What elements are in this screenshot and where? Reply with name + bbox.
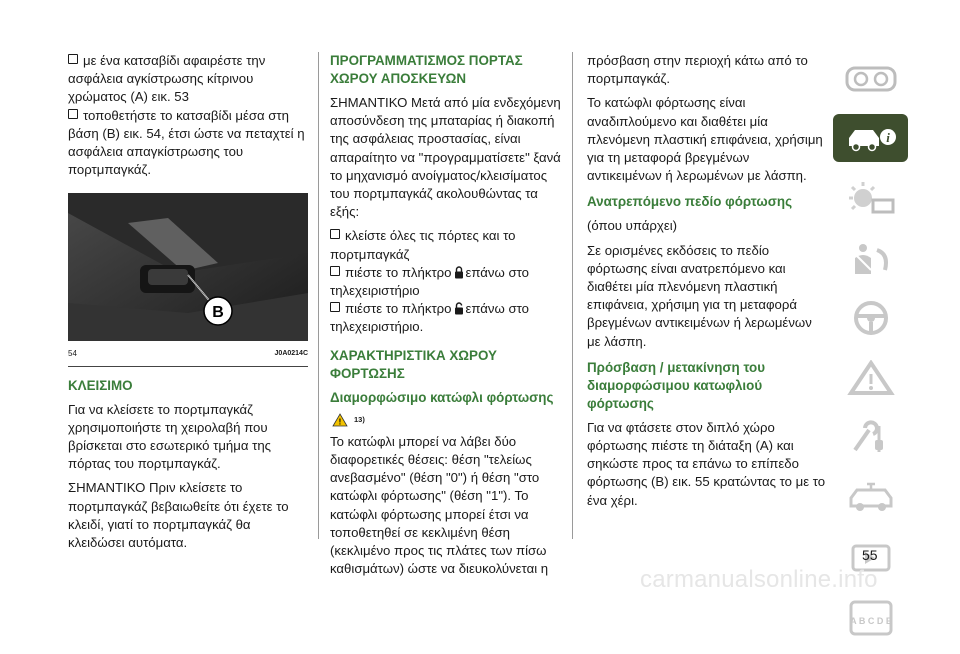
checkbox-bullet-icon — [68, 109, 78, 119]
watermark: carmanualsonline.info — [640, 566, 878, 593]
warning-triangle-icon — [332, 413, 348, 427]
paragraph: πρόσβαση στην περιοχή κάτω από το πορτμπαγκάζ. — [587, 53, 808, 87]
alphabetical-index-icon — [845, 598, 897, 638]
tab-steering[interactable] — [833, 294, 908, 342]
paragraph: ΣΗΜΑΝΤΙΚΟ Μετά από μία ενδεχόμενη αποσύνδεση της μπαταρίας ή διακοπή της ασφάλειας προστασίας, είναι απαραίτητο να "προγραμματίσετε" ξανά το μηχανισμό ανοίγματος/κλεισίματος του πορτμπαγκάζ ακολουθώντας τα εξής: — [330, 95, 561, 220]
paragraph: Για να κλείσετε το πορτμπαγκάζ χρησιμοποιήστε τη χειρολαβή που βρίσκεται στο εσωτερικό τμήμα της πόρτας του πορτμπαγκάζ. — [68, 401, 272, 472]
figure-code: J0A0214C — [274, 350, 308, 358]
checkbox-bullet-icon — [330, 302, 340, 312]
figure-label: B — [212, 304, 224, 322]
subsection-heading: Διαμορφώσιμο κατώφλι φόρτωσης — [330, 389, 554, 405]
section-heading: ΧΑΡΑΚΤΗΡΙΣΤΙΚΑ ΧΩΡΟΥ ΦΟΡΤΩΣΗΣ — [330, 347, 497, 381]
lock-icon — [454, 266, 464, 279]
figure-54-photo — [68, 193, 308, 341]
tab-specs[interactable] — [833, 474, 908, 522]
column-middle — [330, 52, 562, 584]
steering-wheel-icon — [845, 300, 897, 336]
page-number: 55 — [862, 547, 878, 563]
warning-reference: ! 13) — [332, 411, 562, 429]
paragraph: Το κατώφλι μπορεί να λάβει δύο διαφορετικές θέσεις: θέση "τελείως ανεβασμένο" (θέση "0") ή θέση "στο κατώφλι φόρτωσης" (θέση "1"). Το κατώφλι φόρτωσης μπορεί έτσι να τοποθετηθεί σε κεκλιμένη θέση (κεκλιμένο προς τις πλάτες των πίσω καθισμάτων) ώστε να διευκολύνεται η — [330, 433, 549, 577]
paragraph: (όπου υπάρχει) — [587, 218, 678, 234]
list-item: πιέστε το πλήκτρο επάνω στο τηλεχειριστήριο. — [330, 301, 529, 335]
section-heading: Πρόσβαση / μετακίνηση του διαμορφώσιμου κατωφλιού φόρτωσης — [587, 359, 766, 411]
tab-seatbelt-airbag[interactable] — [833, 234, 908, 282]
tab-car-info[interactable] — [833, 114, 908, 162]
list-item: πιέστε το πλήκτρο επάνω στο τηλεχειριστήριο — [330, 264, 529, 299]
tab-warning[interactable] — [833, 354, 908, 402]
service-tools-icon — [845, 420, 897, 456]
column-divider — [318, 52, 319, 539]
list-item: κλείστε όλες τις πόρτες και το πορτμπαγκάζ — [330, 228, 516, 262]
chapter-tabs — [833, 54, 908, 654]
svg-text:A B C D E: A B C D E — [849, 616, 892, 626]
paragraph: ΣΗΜΑΝΤΙΚΟ Πριν κλείσετε το πορτμπαγκάζ βεβαιωθείτε ότι έχετε το κλειδί, γιατί το πορτμπαγκάζ θα κλειδώσει αυτόματα. — [68, 480, 289, 551]
checkbox-bullet-icon — [330, 266, 340, 276]
tab-lights[interactable] — [833, 174, 908, 222]
tab-index[interactable] — [833, 594, 908, 642]
warning-triangle-icon — [845, 360, 897, 396]
figure-number: 54 — [68, 349, 77, 359]
column-divider — [572, 52, 573, 539]
section-heading: ΠΡΟΓΡΑΜΜΑΤΙΣΜΟΣ ΠΟΡΤΑΣ ΧΩΡΟΥ ΑΠΟΣΚΕΥΩΝ — [330, 53, 523, 86]
svg-text:!: ! — [338, 417, 342, 427]
unlock-icon — [454, 302, 464, 315]
svg-text:i: i — [885, 130, 890, 145]
list-item: με ένα κατσαβίδι αφαιρέστε την ασφάλεια αγκίστρωσης κίτρινου χρώματος (A) εικ. 53 — [68, 53, 266, 105]
column-left — [68, 52, 308, 558]
seatbelt-airbag-icon — [845, 240, 897, 276]
specs-icon — [845, 480, 897, 516]
figure-caption — [68, 345, 308, 366]
column-right — [587, 52, 827, 516]
lights-icon — [845, 180, 897, 216]
paragraph: Για να φτάσετε στον διπλό χώρο φόρτωσης πιέστε τη διάταξη (A) και σηκώστε προς τα επάνω το επίπεδο φόρτωσης (B) εικ. 55 κρατώντας το με το ένα χέρι. — [587, 419, 826, 508]
tab-dashboard[interactable] — [833, 54, 908, 102]
checkbox-bullet-icon — [68, 54, 78, 64]
paragraph: Σε ορισμένες εκδόσεις το πεδίο φόρτωσης είναι ανατρεπόμενο και διαθέτει μία πλενόμενη πλαστική επιφάνεια, χρήσιμη για τη μεταφορά βρεγμένων αντικειμένων ή λερωμένων με λάσπη. — [587, 242, 812, 349]
section-heading: Ανατρεπόμενο πεδίο φόρτωσης — [587, 194, 793, 210]
car-info-icon — [843, 120, 899, 156]
checkbox-bullet-icon — [330, 229, 340, 239]
tab-service[interactable] — [833, 414, 908, 462]
section-heading: ΚΛΕΙΣΙΜΟ — [68, 377, 133, 393]
list-item: τοποθετήστε το κατσαβίδι μέσα στη βάση (B) εικ. 54, έτσι ώστε να πεταχτεί η ασφάλεια απαγκίστρωσης του πορτμπαγκάζ. — [68, 107, 305, 178]
paragraph: Το κατώφλι φόρτωσης είναι αναδιπλούμενο και διαθέτει μία πλενόμενη πλαστική επιφάνεια, χρήσιμη για τη μεταφορά βρεγμένων αντικειμένων ή λερωμένων με λάσπη. — [587, 95, 823, 184]
dashboard-icon — [845, 60, 897, 96]
